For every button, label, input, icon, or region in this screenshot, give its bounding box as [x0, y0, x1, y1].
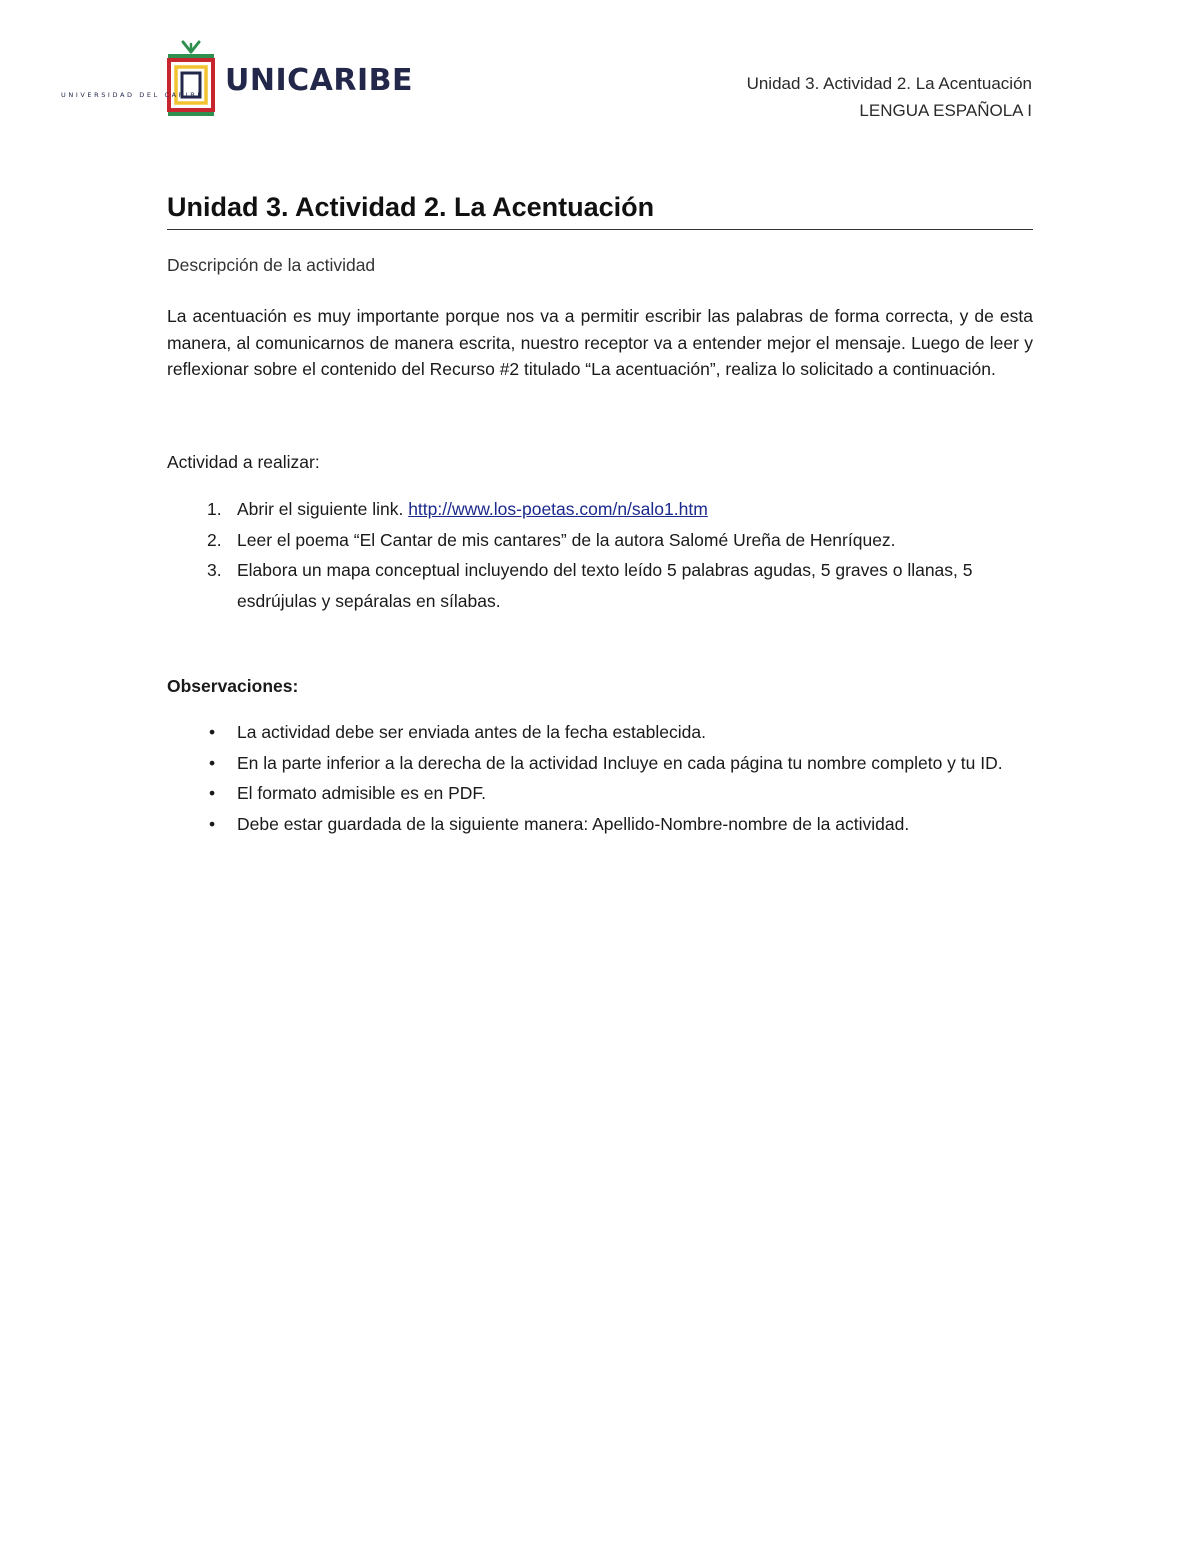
header-activity-title: Unidad 3. Actividad 2. La Acentuación: [746, 74, 1032, 93]
step-number: 1.: [207, 499, 222, 519]
bullet-icon: •: [209, 813, 216, 834]
poem-link[interactable]: http://www.los-poetas.com/n/salo1.htm: [408, 499, 708, 519]
intro-paragraph: La acentuación es muy importante porque nos va a permitir escribir las palabras de forma correcta, y de esta manera, al comunicarnos de manera escrita, nuestro receptor va a entender mejor el mensaje. Luego de leer y reflexionar sobre el contenido del Recurso #2 titulado “La acentuación”, realiza lo solicitado a continuación.: [167, 306, 1033, 379]
university-logo: [165, 38, 413, 118]
step-item: [167, 555, 1033, 616]
logo-wordmark: UNICARIBE: [225, 63, 413, 98]
observations-label: Observaciones:: [167, 676, 299, 696]
description-label: Descripción de la actividad: [167, 255, 376, 275]
observation-item: [167, 809, 1033, 840]
page-header: [747, 70, 1032, 124]
observations-list: [167, 717, 1033, 839]
unicaribe-emblem-icon: [165, 38, 217, 118]
observation-text: En la parte inferior a la derecha de la actividad Incluye en cada página tu nombre completo y tu ID.: [237, 752, 1003, 773]
step-text: Abrir el siguiente link.: [237, 499, 409, 519]
step-text: Elabora un mapa conceptual incluyendo del texto leído 5 palabras agudas, 5 graves o llanas, 5 esdrújulas y sepáralas en sílabas.: [237, 560, 973, 611]
bullet-icon: •: [209, 783, 216, 803]
observation-item: [167, 778, 1033, 809]
observation-text: La actividad debe ser enviada antes de la fecha establecida.: [237, 722, 706, 742]
observation-text: El formato admisible es en PDF.: [237, 783, 486, 803]
observation-item: [167, 748, 1033, 779]
logo-subtitle: UNIVERSIDAD DEL CARIBE: [61, 91, 205, 99]
page-title: Unidad 3. Actividad 2. La Acentuación: [167, 190, 1033, 230]
bullet-icon: •: [209, 722, 216, 742]
step-item: [167, 525, 1033, 556]
step-item: [167, 494, 1033, 525]
observation-text: Debe estar guardada de la siguiente manera: Apellido-Nombre-nombre de la actividad.: [237, 813, 910, 834]
step-number: 3.: [207, 560, 222, 580]
bullet-icon: •: [209, 752, 216, 773]
steps-list: [167, 494, 1033, 616]
step-number: 2.: [207, 529, 222, 550]
observation-item: [167, 717, 1033, 748]
header-course-name: LENGUA ESPAÑOLA I: [859, 101, 1032, 120]
activity-label: Actividad a realizar:: [167, 452, 320, 472]
step-text: Leer el poema “El Cantar de mis cantares” de la autora Salomé Ureña de Henríquez.: [237, 529, 896, 550]
